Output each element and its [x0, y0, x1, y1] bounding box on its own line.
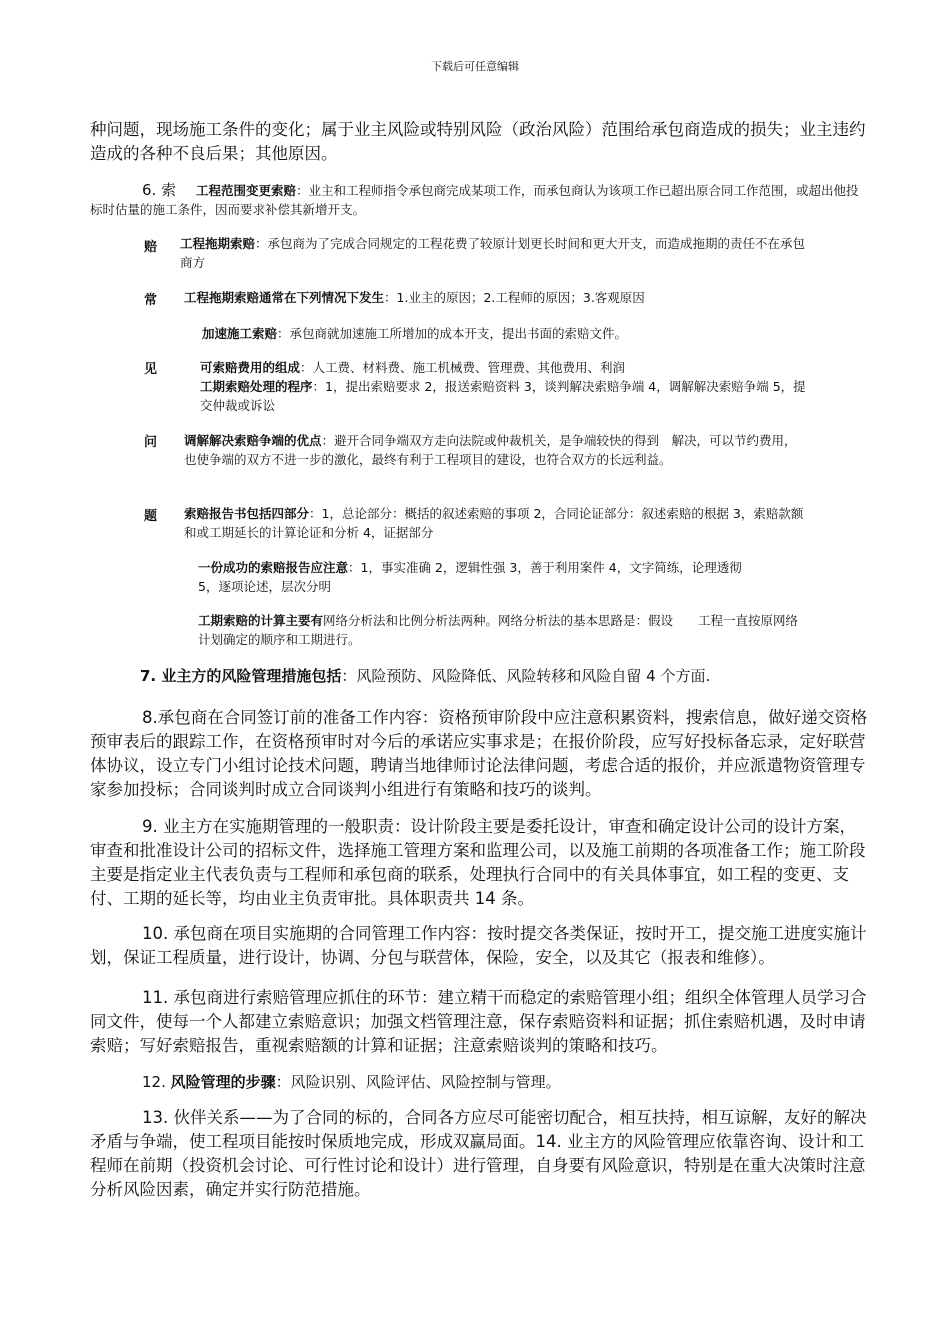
item-6 — [90, 181, 870, 219]
entry-acceleration-heading: 加速施工索赔 — [202, 326, 278, 341]
item-10: 10. 承包商在项目实施期的合同管理工作内容：按时提交各类保证，按时开工，提交施工进度实施计划，保证工程质量，进行设计，协调、分包与联营体，保险，安全，以及其它（报表和维修）。 — [90, 924, 867, 967]
entry-report-tips-text: ：1，事实准确 2，逻辑性强 3，善于利用案件 4，文字简练，论理透彻 5，逐项论述，层次分明 — [198, 560, 742, 594]
entry-delay-claim-heading: 工程拖期索赔 — [180, 236, 256, 251]
item-6-text: ：业主和工程师指令承包商完成某项工作，而承包商认为该项工作已超出原合同工作范围，或超出他投标时估量的施工条件，因而要求补偿其新增开支。 — [90, 183, 859, 217]
entry-delay-causes-heading: 工程拖期索赔通常在下列情况下发生 — [184, 290, 385, 305]
side-char-5: 题 — [144, 509, 158, 524]
item-7-number: 7. — [140, 667, 162, 685]
entry-report-tips-heading: 一份成功的索赔报告应注意 — [198, 560, 349, 575]
side-char-2: 常 — [144, 293, 158, 308]
entry-delay-claim — [180, 234, 810, 272]
item-12-number: 12. — [142, 1073, 171, 1091]
item-6-heading: 工程范围变更索赔 — [195, 183, 296, 198]
item-13-14: 13. 伙伴关系——为了合同的标的，合同各方应尽可能密切配合，相互扶持，相互谅解，友好的解决矛盾与争端，使工程项目能按时保质地完成，形成双赢局面。14. 业主方的风险管理应依靠咨询、设计和工程师在前期（投资机会讨论、可行性讨论和设计）进行管理，自身要有风险意识，特别是在重大决策时注意分析风险因素，确定并实行防范措施。 — [90, 1108, 867, 1199]
entry-report-parts-heading: 索赔报告书包括四部分 — [184, 506, 310, 521]
entry-delay-causes — [184, 288, 814, 307]
item-7-text: ：风险预防、风险降低、风险转移和风险自留 4 个方面. — [341, 667, 711, 685]
page-header: 下载后可任意编辑 — [431, 60, 519, 73]
entry-mediation — [184, 431, 808, 469]
item-12-text: ：风险识别、风险评估、风险控制与管理。 — [275, 1073, 561, 1091]
entry-report-parts-text: ：1，总论部分：概括的叙述索赔的事项 2，合同论证部分：叙述索赔的根据 3，索赔款额和或工期延长的计算论证和分析 4，证据部分 — [184, 506, 804, 540]
entry-procedure — [200, 377, 810, 415]
entry-acceleration-text: ：承包商就加速施工所增加的成本开支，提出书面的索赔文件。 — [277, 326, 628, 341]
entry-cost-items-text: ：人工费、材料费、施工机械费、管理费、其他费用、利润 — [300, 360, 626, 375]
item-7 — [140, 665, 860, 687]
entry-delay-causes-text: ：1.业主的原因；2.工程师的原因；3.客观原因 — [384, 290, 645, 305]
entry-cost-items — [200, 358, 810, 377]
entry-report-tips — [198, 558, 758, 596]
entry-delay-claim-text: ：承包商为了完成合同规定的工程花费了较原计划更长时间和更大开支，而造成拖期的责任不在承包商方 — [180, 236, 806, 270]
item-6-number: 6. 索 — [142, 181, 177, 199]
side-char-1: 赔 — [144, 240, 158, 255]
entry-report-parts — [184, 504, 808, 542]
entry-mediation-text: ：避开合同争端双方走向法院或仲裁机关，是争端较快的得到 解决，可以节约费用，也使争端的双方不进一步的激化，最终有利于工程项目的建设，也符合双方的长远利益。 — [184, 433, 797, 467]
entry-calculation-heading: 工期索赔的计算主要有 — [198, 613, 324, 628]
item-8: 8.承包商在合同签订前的准备工作内容：资格预审阶段中应注意积累资料，搜索信息，做好递交资格预审表后的跟踪工作，在资格预审时对今后的承诺应实事求是；在报价阶段，应写好投标备忘录，定好联营体协议，设立专门小组讨论技术问题，聘请当地律师讨论法律问题，考虑合适的报价，并应派遣物资管理专家参加投标；合同谈判时成立合同谈判小组进行有策略和技巧的谈判。 — [90, 708, 868, 799]
entry-calculation — [198, 611, 810, 649]
entry-procedure-text: ：1，提出索赔要求 2，报送索赔资料 3，谈判解决索赔争端 4，调解解决索赔争端 5，提交仲裁或诉讼 — [200, 379, 806, 413]
item-12 — [142, 1071, 862, 1093]
entry-acceleration — [202, 324, 812, 343]
entry-calculation-text: 网络分析法和比例分析法两种。网络分析法的基本思路是：假设 工程一直按原网络计划确定的顺序和工期进行。 — [198, 613, 799, 647]
item-12-heading: 风险管理的步骤 — [170, 1073, 276, 1091]
side-char-3: 见 — [144, 362, 158, 377]
entry-procedure-heading: 工期索赔处理的程序 — [200, 379, 313, 394]
item-9: 9. 业主方在实施期管理的一般职责：设计阶段主要是委托设计，审查和确定设计公司的设计方案，审查和批准设计公司的招标文件，选择施工管理方案和监理公司，以及施工前期的各项准备工作；施工阶段主要是指定业主代表负责与工程师和承包商的联系，处理执行合同中的有关具体事宜，如工程的变更、支付、工期的延长等，均由业主负责审批。具体职责共 14 条。 — [90, 817, 866, 908]
item-11: 11. 承包商进行索赔管理应抓住的环节：建立精干而稳定的索赔管理小组；组织全体管理人员学习合同文件，使每一个人都建立索赔意识；加强文档管理注意，保存索赔资料和证据；抓住索赔机遇，及时申请索赔；写好索赔报告，重视索赔额的计算和证据；注意索赔谈判的策略和技巧。 — [90, 988, 867, 1055]
paragraph-intro: 种问题，现场施工条件的变化；属于业主风险或特别风险（政治风险）范围给承包商造成的损失；业主违约造成的各种不良后果；其他原因。 — [90, 120, 866, 163]
entry-mediation-heading: 调解解决索赔争端的优点 — [184, 433, 322, 448]
item-7-heading: 业主方的风险管理措施包括 — [161, 667, 342, 685]
side-char-4: 问 — [144, 435, 158, 450]
entry-cost-items-heading: 可索赔费用的组成 — [200, 360, 301, 375]
